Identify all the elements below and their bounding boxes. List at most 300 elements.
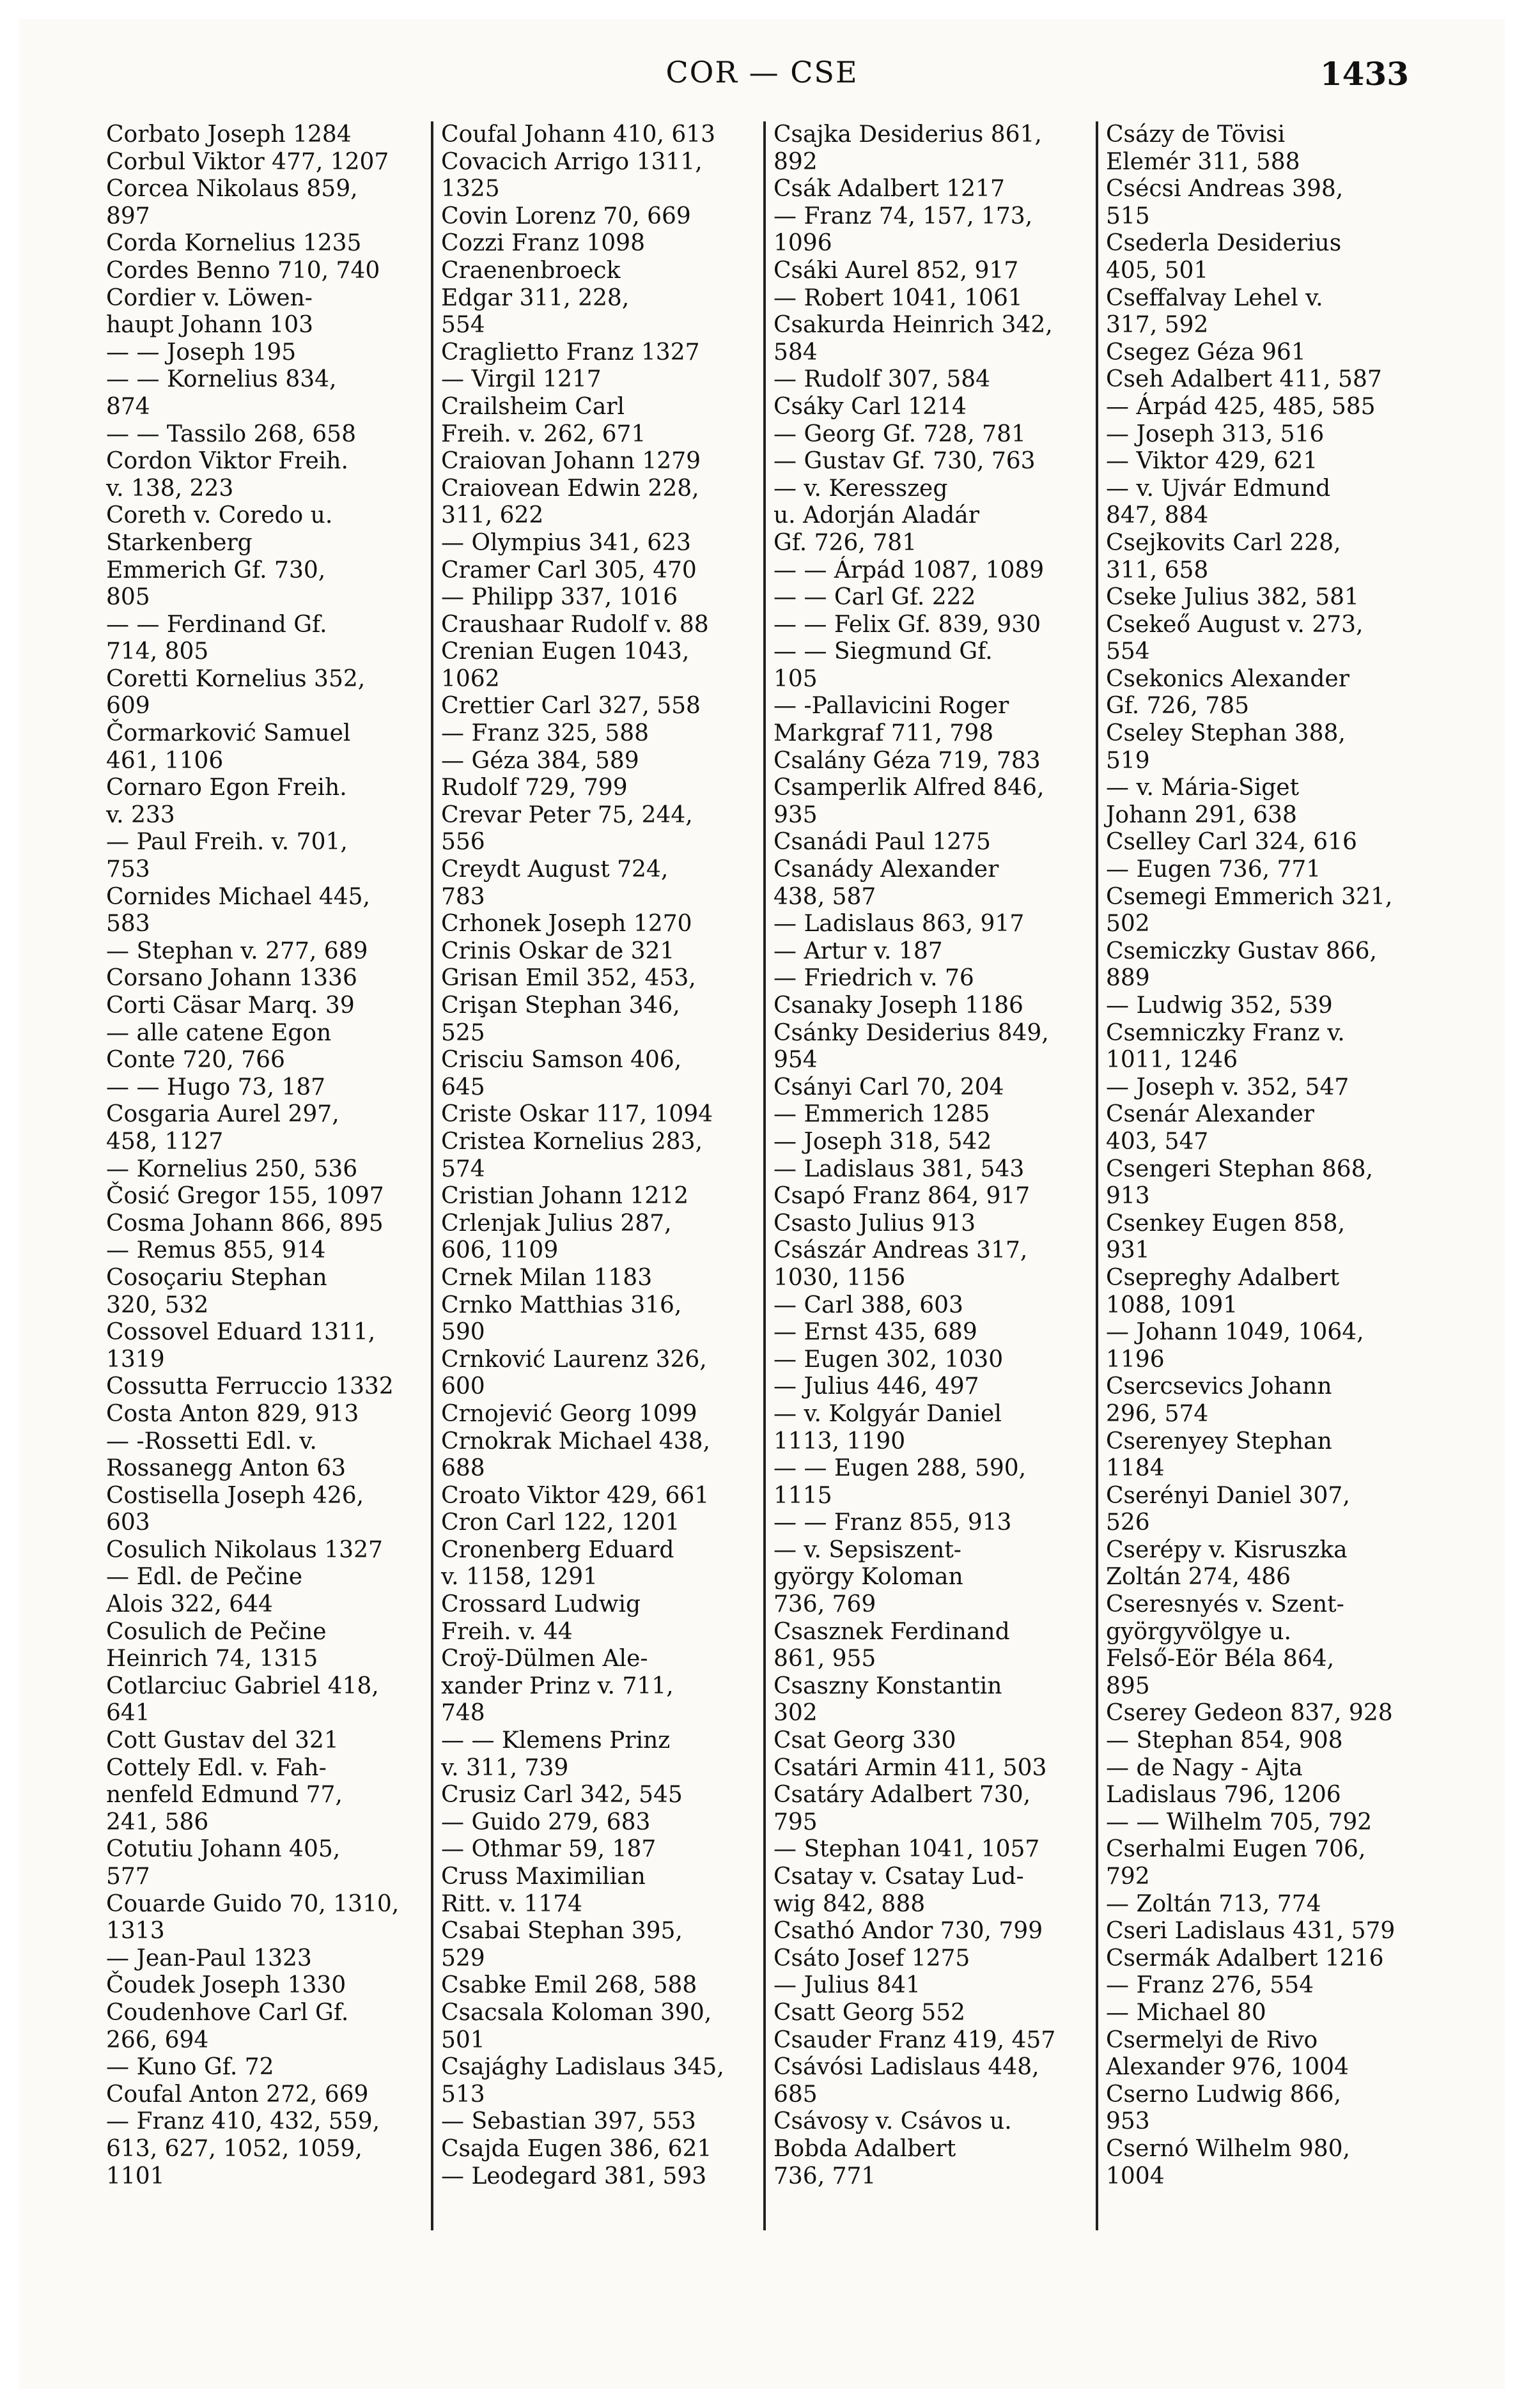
index-line: — — Hugo 73, 187 <box>106 1074 326 1100</box>
index-line: Csajághy Ladislaus 345, <box>441 2054 724 2081</box>
index-line: Rudolf 729, 799 <box>441 775 628 801</box>
index-line: — Remus 855, 914 <box>106 1237 326 1264</box>
index-line: Csasznek Ferdinand <box>774 1618 1010 1645</box>
index-line: Császár Andreas 317, <box>774 1237 1028 1264</box>
index-line: Csermák Adalbert 1216 <box>1106 1945 1384 1972</box>
index-line: Emmerich Gf. 730, <box>106 557 326 583</box>
index-line: Coufal Johann 410, 613 <box>441 121 716 148</box>
index-line: 502 <box>1106 911 1150 938</box>
index-line: Csatay v. Csatay Lud- <box>774 1864 1024 1890</box>
index-line: Edgar 311, 228, <box>441 284 630 311</box>
index-line: Cotlarciuc Gabriel 418, <box>106 1672 379 1699</box>
index-line: Csathó Andor 730, 799 <box>774 1918 1043 1945</box>
index-line: Starkenberg <box>106 529 253 556</box>
index-line: Crusiz Carl 342, 545 <box>441 1782 683 1809</box>
index-line: v. 311, 739 <box>441 1754 569 1781</box>
index-line: Csécsi Andreas 398, <box>1106 176 1344 203</box>
index-line: Cossovel Eduard 1311, <box>106 1319 376 1346</box>
index-line: Freih. v. 44 <box>441 1618 573 1645</box>
index-line: — Julius 841 <box>774 1972 921 1999</box>
index-line: Csekeő August v. 273, <box>1106 611 1364 638</box>
index-line: Cserenyey Stephan <box>1106 1428 1332 1455</box>
index-line: Csekonics Alexander <box>1106 665 1349 692</box>
index-line: Cserépy v. Kisruszka <box>1106 1536 1348 1563</box>
index-line: Csenár Alexander <box>1106 1101 1314 1128</box>
index-line: Cotutiu Johann 405, <box>106 1836 341 1863</box>
index-line: — Stephan 1041, 1057 <box>774 1836 1040 1863</box>
index-line: 1011, 1246 <box>1106 1047 1238 1074</box>
index-line: — Philipp 337, 1016 <box>441 584 678 611</box>
index-line: Cott Gustav del 321 <box>106 1727 339 1754</box>
index-line: 574 <box>441 1155 485 1182</box>
index-line: — Artur v. 187 <box>774 938 943 964</box>
index-line: — — Tassilo 268, 658 <box>106 421 356 447</box>
index-line: Costa Anton 829, 913 <box>106 1400 359 1427</box>
index-line: 606, 1109 <box>441 1237 559 1264</box>
index-line: 302 <box>774 1700 818 1727</box>
index-line: — v. Kolgyár Daniel <box>774 1400 1002 1427</box>
index-line: Costisella Joseph 426, <box>106 1482 364 1509</box>
index-line: — Ludwig 352, 539 <box>1106 992 1333 1019</box>
index-line: Cselley Carl 324, 616 <box>1106 829 1357 856</box>
index-line: Csázy de Tövisi <box>1106 121 1286 148</box>
index-line: — — Felix Gf. 839, 930 <box>774 611 1041 638</box>
index-line: Zoltán 274, 486 <box>1106 1564 1291 1591</box>
index-line: Coreth v. Coredo u. <box>106 502 333 529</box>
index-line: — Georg Gf. 728, 781 <box>774 421 1026 447</box>
index-line: Covin Lorenz 70, 669 <box>441 203 691 229</box>
index-line: Crnković Laurenz 326, <box>441 1346 707 1373</box>
index-line: — Franz 276, 554 <box>1106 1972 1314 1999</box>
index-line: Csávosy v. Csávos u. <box>774 2108 1012 2135</box>
index-line: Cordon Viktor Freih. <box>106 448 348 475</box>
index-line: 320, 532 <box>106 1292 209 1318</box>
index-line: — Paul Freih. v. 701, <box>106 829 348 856</box>
index-line: Csejkovits Carl 228, <box>1106 529 1341 556</box>
index-line: Cristian Johann 1212 <box>441 1183 688 1210</box>
index-line: 736, 771 <box>774 2163 876 2189</box>
index-line: Csacsala Koloman 390, <box>441 1999 712 2026</box>
index-line: — Emmerich 1285 <box>774 1101 990 1128</box>
index-line: Crisciu Samson 406, <box>441 1047 682 1074</box>
column-4 <box>1096 121 1460 2230</box>
index-line: 895 <box>1106 1672 1150 1699</box>
index-line: 753 <box>106 856 150 883</box>
index-line: — Othmar 59, 187 <box>441 1836 657 1863</box>
index-line: — -Pallavicini Roger <box>774 693 1009 720</box>
index-line: Cseley Stephan 388, <box>1106 720 1346 747</box>
index-line: Csanaky Joseph 1186 <box>774 992 1023 1019</box>
index-line: Csatáry Adalbert 730, <box>774 1782 1031 1809</box>
index-line: nenfeld Edmund 77, <box>106 1782 343 1809</box>
index-line: Csermelyi de Rivo <box>1106 2026 1318 2053</box>
index-line: 515 <box>1106 203 1150 229</box>
index-line: 311, 622 <box>441 502 544 529</box>
index-line: 519 <box>1106 747 1150 774</box>
index-line: 266, 694 <box>106 2026 209 2053</box>
index-line: 645 <box>441 1074 485 1100</box>
index-line: Csányi Carl 70, 204 <box>774 1074 1004 1100</box>
index-line: Covacich Arrigo 1311, <box>441 148 703 175</box>
index-columns <box>98 121 1460 2230</box>
index-line: 953 <box>1106 2108 1150 2135</box>
index-line: — Gustav Gf. 730, 763 <box>774 448 1036 475</box>
index-line: 554 <box>441 312 485 339</box>
index-line: 892 <box>774 148 818 175</box>
index-line: Csenkey Eugen 858, <box>1106 1210 1346 1237</box>
index-line: Coretti Kornelius 352, <box>106 665 366 692</box>
index-line: Alexander 976, 1004 <box>1106 2054 1349 2081</box>
index-line: 641 <box>106 1700 150 1727</box>
index-line: u. Adorján Aladár <box>774 502 979 529</box>
index-line: Csepreghy Adalbert <box>1106 1264 1339 1291</box>
index-line: — Jean-Paul 1323 <box>106 1945 312 1972</box>
index-line: Cseh Adalbert 411, 587 <box>1106 366 1382 393</box>
index-line: — — Eugen 288, 590, <box>774 1455 1027 1482</box>
index-line: györgyvölgye u. <box>1106 1618 1291 1645</box>
index-line: Csák Adalbert 1217 <box>774 176 1005 203</box>
index-line: Crenian Eugen 1043, <box>441 638 690 665</box>
index-line: — — Siegmund Gf. <box>774 638 993 665</box>
index-line: — Ladislaus 381, 543 <box>774 1155 1025 1182</box>
index-line: Cristea Kornelius 283, <box>441 1128 703 1155</box>
index-line: haupt Johann 103 <box>106 312 314 339</box>
index-line: 954 <box>774 1047 818 1074</box>
index-line: 105 <box>774 665 818 692</box>
index-line: — — Kornelius 834, <box>106 366 337 393</box>
index-line: 736, 769 <box>774 1591 876 1618</box>
index-line: 513 <box>441 2081 485 2108</box>
index-line: 688 <box>441 1455 485 1482</box>
index-line: Crinis Oskar de 321 <box>441 938 675 964</box>
index-line: Corcea Nikolaus 859, <box>106 176 358 203</box>
index-line: 1101 <box>106 2163 165 2189</box>
index-line: — Stephan 854, 908 <box>1106 1727 1343 1754</box>
index-line: — Julius 446, 497 <box>774 1373 979 1400</box>
index-line: 847, 884 <box>1106 502 1209 529</box>
index-line: — -Rossetti Edl. v. <box>106 1428 317 1455</box>
index-line: Crhonek Joseph 1270 <box>441 911 692 938</box>
index-line: Čoudek Joseph 1330 <box>106 1972 346 1999</box>
index-line: — Edl. de Pečine <box>106 1564 303 1591</box>
index-line: — v. Keresszeg <box>774 475 948 502</box>
index-line: 935 <box>774 801 818 828</box>
index-line: Corsano Johann 1336 <box>106 965 357 992</box>
index-line: Cosulich de Pečine <box>106 1618 327 1645</box>
index-line: Crnko Matthias 316, <box>441 1292 682 1318</box>
index-line: Coudenhove Carl Gf. <box>106 1999 349 2026</box>
index-line: — Rudolf 307, 584 <box>774 366 991 393</box>
index-line: 609 <box>106 693 150 720</box>
index-line: Crlenjak Julius 287, <box>441 1210 672 1237</box>
index-line: Csabke Emil 268, 588 <box>441 1972 697 1999</box>
index-line: Cosgaria Aurel 297, <box>106 1101 339 1128</box>
index-line: — Zoltán 713, 774 <box>1106 1890 1321 1917</box>
index-line: Croato Viktor 429, 661 <box>441 1482 710 1509</box>
index-line: Csengeri Stephan 868, <box>1106 1155 1373 1182</box>
index-line: Čosić Gregor 155, 1097 <box>106 1183 384 1210</box>
index-line: — Árpád 425, 485, 585 <box>1106 393 1376 420</box>
index-line: 685 <box>774 2081 818 2108</box>
index-line: Crossard Ludwig <box>441 1591 641 1618</box>
index-line: Crettier Carl 327, 558 <box>441 693 701 720</box>
index-line: Csánky Desiderius 849, <box>774 1019 1049 1046</box>
index-line: Corda Kornelius 1235 <box>106 230 362 257</box>
index-line: — Carl 388, 603 <box>774 1292 963 1318</box>
index-line: — v. Ujvár Edmund <box>1106 475 1331 502</box>
index-line: 1196 <box>1106 1346 1165 1373</box>
index-line: Cosma Johann 866, 895 <box>106 1210 384 1237</box>
index-line: Craglietto Franz 1327 <box>441 339 700 366</box>
index-line: györgy Koloman <box>774 1564 963 1591</box>
index-line: Cordes Benno 710, 740 <box>106 257 380 284</box>
index-line: 795 <box>774 1809 818 1835</box>
index-line: Criste Oskar 117, 1094 <box>441 1101 713 1128</box>
index-line: Cruss Maximilian <box>441 1864 646 1890</box>
index-line: 1004 <box>1106 2163 1165 2189</box>
index-line: Corti Cäsar Marq. 39 <box>106 992 355 1019</box>
index-line: Elemér 311, 588 <box>1106 148 1300 175</box>
index-line: Ladislaus 796, 1206 <box>1106 1782 1341 1809</box>
index-line: 583 <box>106 911 150 938</box>
index-line: — — Ferdinand Gf. <box>106 611 327 638</box>
index-line: — Friedrich v. 76 <box>774 965 974 992</box>
index-line: Craushaar Rudolf v. 88 <box>441 611 709 638</box>
index-line: Csáto Josef 1275 <box>774 1945 970 1972</box>
index-line: — — Franz 855, 913 <box>774 1509 1012 1536</box>
index-line: Markgraf 711, 798 <box>774 720 994 747</box>
index-line: 241, 586 <box>106 1809 209 1835</box>
index-line: 603 <box>106 1509 150 1536</box>
index-line: Cramer Carl 305, 470 <box>441 557 697 583</box>
index-line: 600 <box>441 1373 485 1400</box>
index-line: Csáky Carl 1214 <box>774 393 967 420</box>
index-line: — de Nagy - Ajta <box>1106 1754 1303 1781</box>
index-line: 554 <box>1106 638 1150 665</box>
index-line: 405, 501 <box>1106 257 1209 284</box>
running-head: COR — CSE <box>665 55 859 89</box>
index-line: 889 <box>1106 965 1150 992</box>
page <box>19 19 1505 2389</box>
index-line: Crnokrak Michael 438, <box>441 1428 710 1455</box>
index-line: 501 <box>441 2026 485 2053</box>
index-line: 1088, 1091 <box>1106 1292 1238 1318</box>
index-line: — Johann 1049, 1064, <box>1106 1319 1364 1346</box>
index-line: Gf. 726, 781 <box>774 529 917 556</box>
index-line: — Eugen 302, 1030 <box>774 1346 1004 1373</box>
index-line: Csercsevics Johann <box>1106 1373 1332 1400</box>
index-line: Cserhalmi Eugen 706, <box>1106 1836 1366 1863</box>
index-line: — Eugen 736, 771 <box>1106 856 1321 883</box>
index-line: 317, 592 <box>1106 312 1209 339</box>
index-line: — — Joseph 195 <box>106 339 297 366</box>
index-line: 792 <box>1106 1864 1150 1890</box>
index-line: — Franz 410, 432, 559, <box>106 2108 380 2135</box>
index-line: Cottely Edl. v. Fah- <box>106 1754 327 1781</box>
index-line: 1096 <box>774 230 832 257</box>
index-line: Cronenberg Eduard <box>441 1536 674 1563</box>
index-line: Cserey Gedeon 837, 928 <box>1106 1700 1393 1727</box>
index-line: Csakurda Heinrich 342, <box>774 312 1053 339</box>
index-line: Alois 322, 644 <box>106 1591 273 1618</box>
index-line: Crnojević Georg 1099 <box>441 1400 697 1427</box>
column-2 <box>431 121 763 2230</box>
index-line: Csasto Julius 913 <box>774 1210 976 1237</box>
index-line: 783 <box>441 883 485 910</box>
index-line: Heinrich 74, 1315 <box>106 1646 318 1672</box>
index-line: — Sebastian 397, 553 <box>441 2108 696 2135</box>
index-line: — — Carl Gf. 222 <box>774 584 976 611</box>
index-line: Coufal Anton 272, 669 <box>106 2081 369 2108</box>
index-line: 590 <box>441 1319 485 1346</box>
index-line: — Michael 80 <box>1106 1999 1266 2026</box>
index-line: Čormarković Samuel <box>106 720 351 747</box>
index-line: Gf. 726, 785 <box>1106 693 1249 720</box>
index-line: Craiovean Edwin 228, <box>441 475 699 502</box>
index-line: v. 233 <box>106 801 175 828</box>
index-line: v. 1158, 1291 <box>441 1564 598 1591</box>
index-line: — Leodegard 381, 593 <box>441 2163 707 2189</box>
index-line: 1319 <box>106 1346 165 1373</box>
index-line: v. 138, 223 <box>106 475 234 502</box>
index-line: 897 <box>106 203 150 229</box>
index-line: Csemiczky Gustav 866, <box>1106 938 1377 964</box>
index-line: Csamperlik Alfred 846, <box>774 775 1045 801</box>
index-line: — Olympius 341, 623 <box>441 529 691 556</box>
index-line: 438, 587 <box>774 883 876 910</box>
index-line: Couarde Guido 70, 1310, <box>106 1890 400 1917</box>
index-line: Cseke Julius 382, 581 <box>1106 584 1359 611</box>
index-line: Johann 291, 638 <box>1106 801 1297 828</box>
index-line: Csemniczky Franz v. <box>1106 1019 1345 1046</box>
index-line: — Joseph v. 352, 547 <box>1106 1074 1349 1100</box>
index-line: Conte 720, 766 <box>106 1047 285 1074</box>
index-line: Cosoçariu Stephan <box>106 1264 327 1291</box>
index-line: Csernó Wilhelm 980, <box>1106 2135 1350 2162</box>
index-line: Csabai Stephan 395, <box>441 1918 683 1945</box>
index-line: Csatári Armin 411, 503 <box>774 1754 1047 1781</box>
index-line: 311, 658 <box>1106 557 1209 583</box>
index-line: — Ladislaus 863, 917 <box>774 911 1025 938</box>
index-line: Csatt Georg 552 <box>774 1999 966 2026</box>
index-line: Felső-Eör Béla 864, <box>1106 1646 1335 1672</box>
index-line: Rossanegg Anton 63 <box>106 1455 346 1482</box>
index-line: Csanády Alexander <box>774 856 999 883</box>
index-line: Cordier v. Löwen- <box>106 284 313 311</box>
index-line: 714, 805 <box>106 638 209 665</box>
index-line: Crnek Milan 1183 <box>441 1264 653 1291</box>
index-line: Bobda Adalbert <box>774 2135 956 2162</box>
index-line: Csávósi Ladislaus 448, <box>774 2054 1039 2081</box>
index-line: Csat Georg 330 <box>774 1727 956 1754</box>
index-line: Cseresnyés v. Szent- <box>1106 1591 1344 1618</box>
index-line: 296, 574 <box>1106 1400 1209 1427</box>
index-line: — Stephan v. 277, 689 <box>106 938 368 964</box>
index-line: 874 <box>106 393 150 420</box>
index-line: Grisan Emil 352, 453, <box>441 965 696 992</box>
index-line: Csegez Géza 961 <box>1106 339 1306 366</box>
page-header <box>19 55 1505 106</box>
index-line: — v. Sepsiszent- <box>774 1536 961 1563</box>
index-line: 1115 <box>774 1482 832 1509</box>
index-line: 577 <box>106 1864 150 1890</box>
index-line: wig 842, 888 <box>774 1890 926 1917</box>
index-line: Cornaro Egon Freih. <box>106 775 347 801</box>
index-line: Craenenbroeck <box>441 257 621 284</box>
index-line: — Joseph 313, 516 <box>1106 421 1325 447</box>
index-line: — Joseph 318, 542 <box>774 1128 992 1155</box>
index-line: — — Wilhelm 705, 792 <box>1106 1809 1372 1835</box>
index-line: 529 <box>441 1945 485 1972</box>
index-line: Freih. v. 262, 671 <box>441 421 646 447</box>
index-line: 556 <box>441 829 485 856</box>
index-line: xander Prinz v. 711, <box>441 1672 674 1699</box>
index-line: 403, 547 <box>1106 1128 1209 1155</box>
index-line: 1325 <box>441 176 500 203</box>
index-line: 526 <box>1106 1509 1150 1536</box>
index-line: Corbul Viktor 477, 1207 <box>106 148 389 175</box>
index-line: 748 <box>441 1700 485 1727</box>
index-line: — — Árpád 1087, 1089 <box>774 557 1045 583</box>
index-line: Cron Carl 122, 1201 <box>441 1509 680 1536</box>
index-line: Ritt. v. 1174 <box>441 1890 583 1917</box>
index-line: Creydt August 724, <box>441 856 669 883</box>
index-line: — Franz 325, 588 <box>441 720 649 747</box>
index-line: — Kuno Gf. 72 <box>106 2054 274 2081</box>
index-line: Csapó Franz 864, 917 <box>774 1183 1030 1210</box>
index-line: 525 <box>441 1019 485 1046</box>
index-line: 913 <box>1106 1183 1150 1210</box>
index-line: — Géza 384, 589 <box>441 747 639 774</box>
index-line: — Viktor 429, 621 <box>1106 448 1318 475</box>
index-line: — alle catene Egon <box>106 1019 332 1046</box>
index-line: Csaszny Konstantin <box>774 1672 1002 1699</box>
index-line: 1062 <box>441 665 500 692</box>
index-line: Cozzi Franz 1098 <box>441 230 645 257</box>
column-1 <box>98 121 431 2230</box>
index-line: Croÿ-Dülmen Ale- <box>441 1646 648 1672</box>
column-3 <box>763 121 1096 2230</box>
index-line: Cosulich Nikolaus 1327 <box>106 1536 383 1563</box>
index-line: Csemegi Emmerich 321, <box>1106 883 1393 910</box>
index-line: Crişan Stephan 346, <box>441 992 680 1019</box>
index-line: Csalány Géza 719, 783 <box>774 747 1041 774</box>
index-line: — Franz 74, 157, 173, <box>774 203 1033 229</box>
index-line: 1184 <box>1106 1455 1165 1482</box>
index-line: Csederla Desiderius <box>1106 230 1342 257</box>
index-line: — Robert 1041, 1061 <box>774 284 1023 311</box>
index-line: 613, 627, 1052, 1059, <box>106 2135 362 2162</box>
index-line: Crevar Peter 75, 244, <box>441 801 693 828</box>
index-line: Csáki Aurel 852, 917 <box>774 257 1019 284</box>
index-line: Csajda Eugen 386, 621 <box>441 2135 712 2162</box>
index-line: 1313 <box>106 1918 165 1945</box>
index-line: — Virgil 1217 <box>441 366 602 393</box>
index-line: Csanádi Paul 1275 <box>774 829 991 856</box>
index-line: 584 <box>774 339 818 366</box>
index-line: Corbato Joseph 1284 <box>106 121 352 148</box>
index-line: 1030, 1156 <box>774 1264 906 1291</box>
index-line: 931 <box>1106 1237 1150 1264</box>
index-line: — Ernst 435, 689 <box>774 1319 977 1346</box>
index-line: Cornides Michael 445, <box>106 883 370 910</box>
index-line: 461, 1106 <box>106 747 224 774</box>
index-line: Cossutta Ferruccio 1332 <box>106 1373 394 1400</box>
index-line: Cseri Ladislaus 431, 579 <box>1106 1918 1396 1945</box>
index-line: — Kornelius 250, 536 <box>106 1155 358 1182</box>
index-line: 458, 1127 <box>106 1128 224 1155</box>
index-line: 861, 955 <box>774 1646 876 1672</box>
